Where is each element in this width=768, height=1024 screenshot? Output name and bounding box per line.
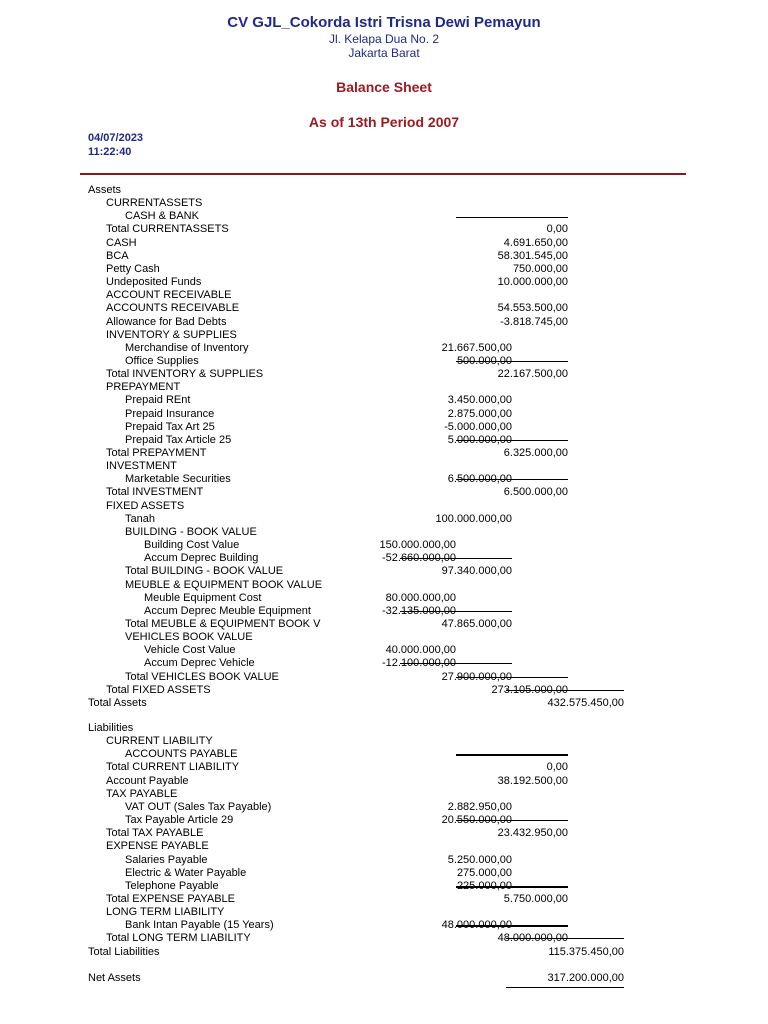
account-label: VEHICLES BOOK VALUE <box>125 631 253 644</box>
account-row <box>0 355 768 368</box>
account-label: Allowance for Bad Debts <box>106 315 227 328</box>
account-label: Total MEUBLE & EQUIPMENT BOOK V <box>125 617 321 630</box>
account-amount: 48.000.000,00 <box>441 919 512 932</box>
account-row <box>0 368 768 381</box>
account-label: Total PREPAYMENT <box>106 447 207 459</box>
account-label: Prepaid Tax Article 25 <box>125 433 232 446</box>
rule-line <box>456 217 568 218</box>
account-amount: 97.340.000,00 <box>441 565 512 578</box>
account-label: MEUBLE & EQUIPMENT BOOK VALUE <box>125 578 323 591</box>
account-row <box>0 329 768 342</box>
account-row <box>0 919 768 932</box>
account-amount: 38.192.500,00 <box>497 774 568 787</box>
subtotal-rule <box>456 440 568 441</box>
account-row <box>0 814 768 827</box>
account-row <box>0 592 768 605</box>
account-amount: 500.000,00 <box>456 354 512 367</box>
account-amount: 6.500.000,00 <box>447 473 512 486</box>
account-row <box>0 302 768 315</box>
account-row <box>0 801 768 814</box>
account-amount: 47.865.000,00 <box>441 617 512 630</box>
account-label: ACCOUNT RECEIVABLE <box>106 289 232 302</box>
account-row <box>0 893 768 906</box>
account-row <box>0 671 768 684</box>
account-amount: 4.691.650,00 <box>503 236 568 249</box>
net-assets-row <box>0 972 768 985</box>
account-amount: 5.000.000,00 <box>447 433 512 446</box>
account-amount: -32.135.000,00 <box>381 604 456 617</box>
account-label: VAT OUT (Sales Tax Payable) <box>125 800 272 813</box>
account-row <box>0 434 768 447</box>
account-label: INVENTORY & SUPPLIES <box>106 328 237 341</box>
account-row <box>0 460 768 473</box>
account-label: Building Cost Value <box>144 539 240 552</box>
account-label: Total CURRENT LIABILITY <box>106 761 240 774</box>
account-amount: 27.900.000,00 <box>441 670 512 683</box>
account-label: FIXED ASSETS <box>106 499 185 512</box>
account-row <box>0 735 768 748</box>
subtotal-rule <box>456 820 568 821</box>
account-row <box>0 631 768 644</box>
account-amount: 750.000,00 <box>512 262 568 275</box>
account-label: Total LONG TERM LIABILITY <box>106 932 251 945</box>
account-label: Accum Deprec Vehicle <box>144 657 255 670</box>
account-label: Prepaid Tax Art 25 <box>125 420 215 433</box>
account-label: Merchandise of Inventory <box>125 341 249 354</box>
account-amount: 20.550.000,00 <box>441 814 512 827</box>
account-label: BCA <box>106 249 129 262</box>
account-label: INVESTMENT <box>106 460 177 473</box>
account-amount: 48.000.000,00 <box>497 932 568 945</box>
account-row <box>0 381 768 394</box>
account-label: Total EXPENSE PAYABLE <box>106 892 236 905</box>
net-assets-amount: 317.200.000,00 <box>547 972 624 984</box>
account-row <box>0 684 768 697</box>
account-label: Total CURRENTASSETS <box>106 223 229 236</box>
account-label: BUILDING - BOOK VALUE <box>125 525 257 538</box>
account-row <box>0 513 768 526</box>
total-rule <box>506 938 624 939</box>
account-label: Bank Intan Payable (15 Years) <box>125 919 274 932</box>
account-row <box>0 761 768 774</box>
account-amount: 100.000.000,00 <box>435 512 512 525</box>
account-label: Total Assets <box>88 696 147 709</box>
account-row <box>0 748 768 761</box>
account-row <box>0 644 768 657</box>
account-row <box>0 880 768 893</box>
account-label: EXPENSE PAYABLE <box>106 840 209 853</box>
account-amount: -12.100.000,00 <box>381 657 456 670</box>
account-row <box>0 946 768 959</box>
account-label: Total VEHICLES BOOK VALUE <box>125 670 279 683</box>
account-row <box>0 250 768 263</box>
print-date: 04/07/2023 <box>88 132 144 144</box>
account-amount: 0,00 <box>546 761 568 774</box>
account-amount: 2.875.000,00 <box>447 407 512 420</box>
account-row <box>0 605 768 618</box>
account-label: Petty Cash <box>106 262 160 275</box>
address-line-1: Jl. Kelapa Dua No. 2 <box>328 32 440 46</box>
account-amount: 6.500.000,00 <box>503 486 568 499</box>
account-label: Accum Deprec Meuble Equipment <box>144 604 311 617</box>
account-amount: 273.105.000,00 <box>491 683 568 696</box>
account-label: ACCOUNTS RECEIVABLE <box>106 302 240 315</box>
account-label: TAX PAYABLE <box>106 787 178 800</box>
account-label: Total INVESTMENT <box>106 486 204 499</box>
account-amount: 225.000,00 <box>456 879 512 892</box>
account-amount: -3.818.745,00 <box>500 315 568 328</box>
account-row <box>0 237 768 250</box>
account-amount: 23.432.950,00 <box>497 827 568 840</box>
account-label: Vehicle Cost Value <box>144 644 236 657</box>
account-label: ACCOUNTS PAYABLE <box>125 748 238 761</box>
account-amount: 115.375.450,00 <box>548 945 624 958</box>
subtotal-rule <box>456 479 568 480</box>
account-row <box>0 486 768 499</box>
rule-line <box>456 754 568 756</box>
subtotal-rule <box>456 677 568 678</box>
account-label: Telephone Payable <box>125 879 219 892</box>
account-row <box>0 289 768 302</box>
address-line-2: Jakarta Barat <box>348 46 420 60</box>
account-label: CURRENTASSETS <box>106 197 203 210</box>
account-label: Total TAX PAYABLE <box>106 827 204 840</box>
account-row <box>0 565 768 578</box>
account-amount: 40.000.000,00 <box>385 644 456 657</box>
account-label: CASH <box>106 236 137 249</box>
account-label: Electric & Water Payable <box>125 866 247 879</box>
account-amount: 150.000.000,00 <box>379 539 456 552</box>
account-row <box>0 223 768 236</box>
account-label: Total INVENTORY & SUPPLIES <box>106 368 264 381</box>
net-assets-label: Net Assets <box>88 972 141 984</box>
account-row <box>0 342 768 355</box>
subtotal-rule <box>400 611 512 612</box>
account-amount: 58.301.545,00 <box>497 249 568 262</box>
account-label: Meuble Equipment Cost <box>144 591 262 604</box>
account-label: Total FIXED ASSETS <box>106 683 211 696</box>
account-row <box>0 788 768 801</box>
account-row <box>0 722 768 735</box>
account-row <box>0 579 768 592</box>
account-amount: 432.575.450,00 <box>547 696 624 709</box>
account-amount: 5.750.000,00 <box>503 892 568 905</box>
account-label: CASH & BANK <box>125 210 199 223</box>
account-row <box>0 263 768 276</box>
subtotal-rule <box>456 925 568 927</box>
total-rule <box>506 690 624 691</box>
account-label: Office Supplies <box>125 354 199 367</box>
account-row <box>0 500 768 513</box>
account-row <box>0 854 768 867</box>
account-amount: 54.553.500,00 <box>497 302 568 315</box>
account-row <box>0 775 768 788</box>
account-row <box>0 906 768 919</box>
account-label: Tax Payable Article 29 <box>125 814 234 827</box>
account-label: Total Liabilities <box>88 945 160 958</box>
account-row <box>0 827 768 840</box>
company-name: CV GJL_Cokorda Istri Trisna Dewi Pemayun <box>227 14 541 31</box>
subtotal-rule <box>456 361 568 362</box>
report-subtitle: As of 13th Period 2007 <box>308 114 460 130</box>
account-amount: 3.450.000,00 <box>447 394 512 407</box>
account-row <box>0 276 768 289</box>
account-amount: -5.000.000,00 <box>444 420 512 433</box>
account-label: Total BUILDING - BOOK VALUE <box>125 565 284 578</box>
account-label: Marketable Securities <box>125 473 231 486</box>
account-amount: 6.325.000,00 <box>503 447 568 459</box>
account-row <box>0 657 768 670</box>
account-row <box>0 394 768 407</box>
account-amount: 275.000,00 <box>456 866 512 879</box>
account-row <box>0 526 768 539</box>
account-label: Liabilities <box>88 722 134 734</box>
account-row <box>0 697 768 710</box>
subtotal-rule <box>456 886 568 888</box>
account-label: Account Payable <box>106 774 189 787</box>
subtotal-rule <box>400 558 512 559</box>
subtotal-rule <box>400 663 512 664</box>
account-label: Prepaid Insurance <box>125 407 215 420</box>
account-row <box>0 618 768 631</box>
account-label: LONG TERM LIABILITY <box>106 906 225 919</box>
account-row <box>0 447 768 460</box>
account-row <box>0 316 768 329</box>
print-time: 11:22:40 <box>88 146 132 158</box>
account-label: Assets <box>88 184 122 196</box>
account-row <box>0 408 768 421</box>
account-amount: 80.000.000,00 <box>385 591 456 604</box>
account-row <box>0 867 768 880</box>
net-assets-rule <box>506 987 624 988</box>
account-row <box>0 473 768 486</box>
account-row <box>0 840 768 853</box>
account-row <box>0 539 768 552</box>
account-amount: -52.660.000,00 <box>381 552 456 565</box>
account-label: Undeposited Funds <box>106 276 202 289</box>
header-divider <box>80 173 686 175</box>
account-amount: 22.167.500,00 <box>497 368 568 381</box>
account-row <box>0 210 768 223</box>
account-amount: 21.667.500,00 <box>441 341 512 354</box>
account-label: Prepaid REnt <box>125 394 191 407</box>
account-row <box>0 184 768 197</box>
account-amount: 0,00 <box>546 223 568 236</box>
account-row <box>0 552 768 565</box>
account-label: CURRENT LIABILITY <box>106 735 213 748</box>
account-label: Accum Deprec Building <box>144 552 259 565</box>
report-title: Balance Sheet <box>336 79 432 95</box>
account-row <box>0 932 768 945</box>
account-amount: 2.882.950,00 <box>447 800 512 813</box>
account-label: Salaries Payable <box>125 853 208 866</box>
account-amount: 10.000.000,00 <box>497 276 568 289</box>
account-row <box>0 197 768 210</box>
account-row <box>0 421 768 434</box>
account-label: Tanah <box>125 512 155 525</box>
account-amount: 5.250.000,00 <box>447 853 512 866</box>
account-label: PREPAYMENT <box>106 381 181 394</box>
